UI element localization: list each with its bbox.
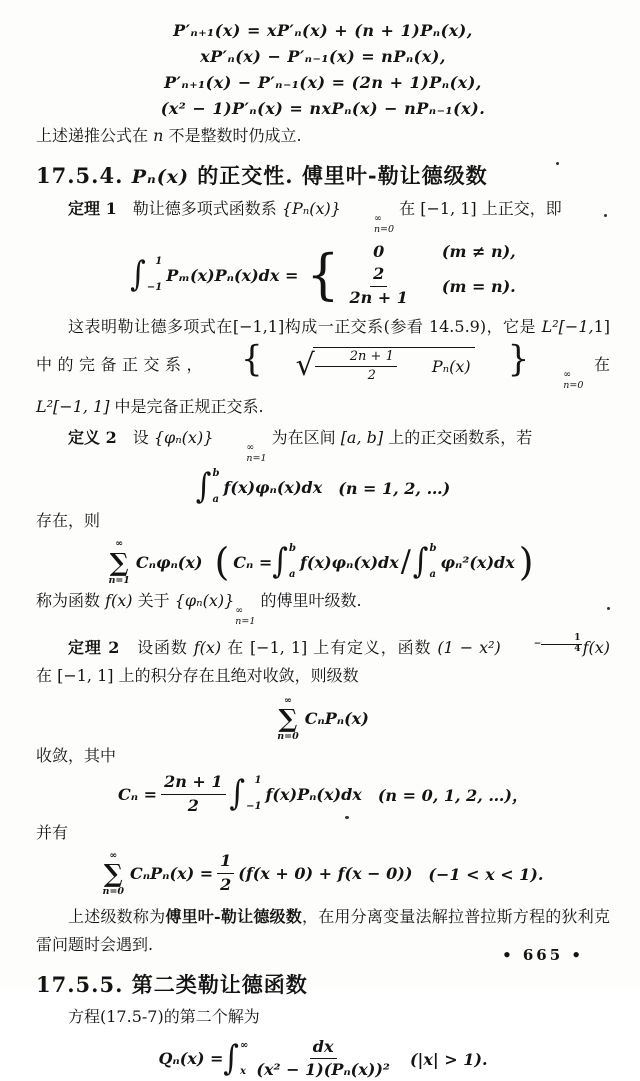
set-brace-close: } <box>507 338 530 381</box>
recurrence-note <box>36 122 610 150</box>
division-slash: / <box>400 544 411 580</box>
integral-upper-limit: ∞ <box>240 1039 249 1051</box>
qn-condition: (|x| > 1). <box>393 1050 488 1070</box>
definition-2-text-c: 上的正交函数系，若 <box>383 428 533 448</box>
section-heading-17-5-5 <box>36 971 610 999</box>
case-2-fraction <box>349 264 407 309</box>
complete-text-d: 中是完备正规正交系. <box>109 397 264 417</box>
naming-text-a: 上述级数称为 <box>68 906 166 926</box>
interval-ab: [a, b] <box>340 428 384 448</box>
integral-lower-limit: −1 <box>246 801 262 813</box>
definition-2-text-a: 设 <box>116 428 154 448</box>
phi-set: {φₙ(x)} <box>174 591 235 611</box>
denominator-integral-body: φₙ²(x)dx <box>440 552 515 572</box>
numerator-integral-body: f(x)φₙ(x)dx <box>299 552 399 572</box>
sum-sign: ∑ <box>109 547 129 577</box>
radical-sign: √ <box>295 347 315 383</box>
section-number: 17.5.5. <box>36 971 124 997</box>
integral-upper-limit: 1 <box>155 256 163 268</box>
exists-paragraph: 存在，则 <box>36 511 101 531</box>
integral-lower-limit: a <box>212 494 219 506</box>
section-title-math: Pₙ(x) <box>131 166 189 188</box>
scan-speck <box>604 214 607 217</box>
theorem-2-paragraph <box>36 634 610 690</box>
definition-2-label: 定义 2 <box>68 428 117 448</box>
qn-fraction <box>256 1037 390 1081</box>
convergence-lhs: CₙPₙ(x) = <box>130 864 214 884</box>
sum-upper-limit: ∞ <box>283 694 292 706</box>
complete-text-b: 1]中的完备正交系， <box>36 317 610 375</box>
integral-with-limits <box>195 466 224 507</box>
series-term: Cₙφₙ(x) <box>135 552 203 572</box>
fraction-denominator: 2 <box>187 795 199 815</box>
recurrence-formula-3: P′ₙ₊₁(x) − P′ₙ₋₁(x) = (2n + 1)Pₙ(x), <box>164 73 482 92</box>
cases-grid <box>345 242 515 309</box>
exponent-sign: − <box>533 638 542 649</box>
fx: f(x) <box>193 637 222 657</box>
note-text-b: 不是整数时仍成立. <box>163 126 302 145</box>
sum-with-limits <box>277 696 298 742</box>
integral-with-limits <box>130 254 166 295</box>
fx: f(x) <box>582 637 610 657</box>
recurrence-formula-4: (x² − 1)P′ₙ(x) = nxPₙ(x) − nPₙ₋₁(x). <box>160 99 486 118</box>
coefficient-condition: (n = 0, 1, 2, …)， <box>361 785 528 805</box>
sqrt-fraction <box>315 349 397 386</box>
integral-lower-limit: a <box>429 569 436 581</box>
integral-sign: ∫ <box>223 1038 240 1079</box>
sum-upper-limit: ∞ <box>115 538 124 550</box>
integral-upper-limit: b <box>212 468 220 480</box>
integral-with-limits <box>229 773 266 814</box>
second-solution-paragraph: 方程(17.5-7)的第二个解为 <box>68 1006 260 1026</box>
completeness-paragraph <box>36 312 610 422</box>
converge-paragraph: 收敛，其中 <box>36 745 117 765</box>
sum-with-limits <box>103 851 124 897</box>
fraction-numerator: dx <box>310 1037 337 1060</box>
phi-set: {φₙ(x)} <box>153 428 214 448</box>
qn-equation <box>36 1037 610 1081</box>
sup-infinity: ∞ <box>246 442 255 454</box>
complete-text-a: 这表明勒让德多项式在[−1,1]构成一正交系(参看 14.5.9)，它是 <box>68 317 542 337</box>
convergence-equation <box>36 851 610 897</box>
sqrt-frac-num: 2n + 1 <box>315 349 397 368</box>
l2-space-b: L²[−1, 1] <box>36 397 110 417</box>
cases-brace: { <box>306 243 340 307</box>
phi-set-limits <box>235 606 255 628</box>
case-1-value: 0 <box>373 241 385 261</box>
fraction-numerator: 2 <box>370 264 387 287</box>
l2-space-a: L²[−1, <box>541 317 594 337</box>
section-title-text: 的正交性. 傅里叶-勒让德级数 <box>189 163 488 188</box>
coefficient-integrand: f(x)Pₙ(x)dx <box>265 784 362 804</box>
tiny-frac-den: 4 <box>574 644 581 655</box>
naming-text-b: ，在用分离变量法解拉普拉斯方程的狄利克雷问题时会遇到. <box>36 906 610 954</box>
called-text-c: 的傅里叶级数. <box>255 591 362 611</box>
definition-condition: (n = 1, 2, …) <box>322 478 451 498</box>
recurrence-formula-1: P′ₙ₊₁(x) = xP′ₙ(x) + (n + 1)Pₙ(x), <box>173 21 473 40</box>
theorem-2-text-a: 设函数 <box>119 637 194 657</box>
sqrt-content <box>313 347 475 386</box>
coefficient-lhs: Cₙ = <box>118 784 158 804</box>
fx: f(x) <box>105 591 133 611</box>
scan-speck <box>345 816 349 819</box>
orthogonality-equation <box>36 242 610 309</box>
section-title-text: 第二类勒让德函数 <box>123 971 308 997</box>
theorem-1-text-a: 勒让德多项式函数系 <box>116 199 282 218</box>
orthogonality-integrand: Pₘ(x)Pₙ(x)dx = <box>166 265 299 285</box>
sum-upper-limit: ∞ <box>109 849 118 861</box>
sub-n0: n=0 <box>373 223 395 235</box>
sup-infinity: ∞ <box>235 605 244 617</box>
section-number: 17.5.4. <box>36 163 124 188</box>
theorem-1-text-b: 在 [−1, 1] 上正交，即 <box>394 199 562 218</box>
integral-with-limits <box>272 541 300 582</box>
integral-with-limits <box>412 541 441 582</box>
scan-speck <box>607 607 610 610</box>
integral-lower-limit: x <box>240 1065 246 1077</box>
set-limits <box>531 370 583 392</box>
integral-upper-limit: b <box>429 543 437 555</box>
integral-limits <box>240 1041 248 1077</box>
integral-sign: ∫ <box>130 254 146 295</box>
sup-infinity: ∞ <box>563 369 572 381</box>
set-brace-open: { <box>241 338 263 381</box>
sub-n1: n=1 <box>235 616 256 628</box>
qn-lhs: Qₙ(x) = <box>158 1049 224 1069</box>
integral-sign: ∫ <box>195 466 212 507</box>
integral-lower-limit: a <box>288 569 296 581</box>
theorem-2-text-b: 在 [−1, 1] 上有定义，函数 <box>221 637 438 657</box>
recurrence-formula-2: xP′ₙ(x) − P′ₙ₋₁(x) = nPₙ(x), <box>200 47 446 66</box>
paren-open: ( <box>214 540 230 585</box>
sum-lower-limit: n=0 <box>102 886 125 898</box>
sum-sign: ∑ <box>278 704 298 734</box>
fraction-numerator: 1 <box>217 851 234 874</box>
case-1-condition: (m ≠ n), <box>441 241 516 261</box>
recurrence-formula-block <box>36 18 610 122</box>
case-2-condition: (m = n). <box>441 276 516 296</box>
fraction-denominator: 2n + 1 <box>349 287 408 307</box>
note-var-n: n <box>153 126 164 145</box>
theorem-2-label: 定理 2 <box>68 637 120 657</box>
theorem-1-paragraph <box>36 195 610 236</box>
tiny-fraction <box>541 634 581 654</box>
complete-text-c: 在 <box>583 355 610 375</box>
fraction-denominator: (x² − 1)(Pₙ(x))² <box>256 1060 390 1080</box>
integral-limits <box>430 544 437 580</box>
theorem-1-set: {Pₙ(x)} <box>281 199 341 218</box>
legendre-series-equation <box>36 696 610 742</box>
and-paragraph: 并有 <box>36 822 69 842</box>
sup-infinity: ∞ <box>373 213 382 224</box>
sum-lower-limit: n=1 <box>108 574 130 586</box>
sum-lower-limit: n=0 <box>277 731 299 743</box>
page-number: • 665 • <box>502 946 584 964</box>
fraction-denominator: 2 <box>220 875 232 895</box>
phi-set-limits <box>214 443 266 465</box>
note-text-a: 上述递推公式在 <box>36 126 154 145</box>
paren-close: ) <box>518 540 534 585</box>
integral-with-limits <box>223 1038 252 1079</box>
theorem-1-limits <box>342 214 394 236</box>
sqrt-tail: Pₙ(x) <box>431 356 471 376</box>
coefficient-equation <box>36 772 610 817</box>
sqrt-expression <box>264 347 475 386</box>
weight-base: (1 − x²) <box>437 637 501 657</box>
fourier-series-name-paragraph <box>36 587 610 628</box>
integral-sign: ∫ <box>272 541 288 582</box>
coefficient-fraction <box>161 772 225 817</box>
integral-lower-limit: −1 <box>146 282 163 294</box>
convergence-rhs: (f(x + 0) + f(x − 0)) <box>238 864 413 884</box>
sub-n1: n=1 <box>246 453 267 465</box>
definition-2-text-b: 为在区间 <box>266 428 341 448</box>
scan-speck <box>556 162 559 165</box>
called-text-a: 称为函数 <box>36 591 106 611</box>
integral-limits <box>212 469 219 505</box>
integral-upper-limit: 1 <box>254 775 262 787</box>
sum-sign: ∑ <box>103 859 123 889</box>
theorem-1-label: 定理 1 <box>68 199 117 218</box>
coefficient-lhs: Cₙ = <box>233 552 273 572</box>
integral-limits <box>246 776 261 812</box>
fourier-series-equation <box>36 539 610 585</box>
sqrt-frac-den: 2 <box>367 368 376 384</box>
integral-limits <box>289 544 296 580</box>
series-term: CₙPₙ(x) <box>304 709 369 729</box>
tiny-frac-num: 1 <box>541 634 581 645</box>
sum-with-limits <box>108 539 129 585</box>
half-fraction <box>217 851 234 896</box>
theorem-2-text-c: 在 [−1, 1] 上的积分存在且绝对收敛，则级数 <box>36 665 359 685</box>
convergence-condition: (−1 < x < 1). <box>412 865 544 885</box>
definition-integrand: f(x)φₙ(x)dx <box>223 477 323 497</box>
fraction-numerator: 2n + 1 <box>161 772 225 795</box>
definition-2-paragraph <box>36 424 610 465</box>
integral-sign: ∫ <box>412 541 429 582</box>
section-heading-17-5-4 <box>36 162 610 191</box>
exponent-fraction <box>502 634 582 654</box>
integral-upper-limit: b <box>288 543 296 555</box>
called-text-b: 关于 <box>132 591 175 611</box>
definition-integral-equation <box>36 466 610 507</box>
integral-limits <box>147 257 162 293</box>
series-name-bold: 傅里叶-勒让德级数 <box>165 906 302 926</box>
sub-n0: n=0 <box>563 380 584 392</box>
integral-sign: ∫ <box>229 773 246 814</box>
